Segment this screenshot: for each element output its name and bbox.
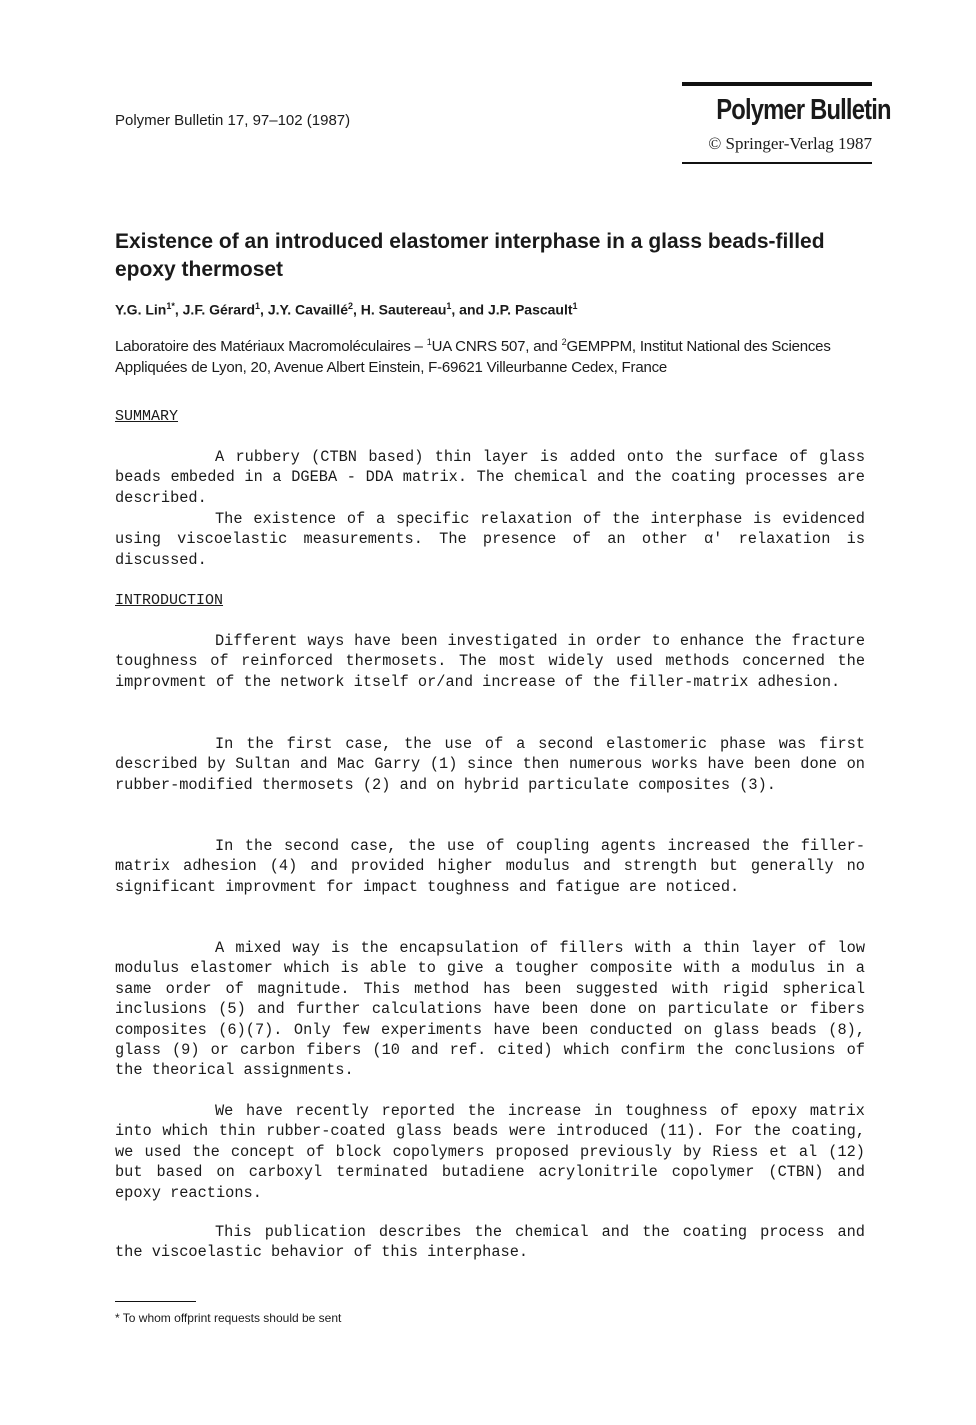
- summary-heading: SUMMARY: [115, 408, 179, 425]
- introduction-paragraph: A mixed way is the encapsulation of fillers with a thin layer of low modulus elastomer which is able to give a tougher composite with a modulus in a same order of magnitude. This method has been suggested with rigid spherical inclusions (5) and further calculations have been done on particulate or fibers composites (6)(7). Only few experiments have been conducted on glass beads (8), glass (9) or carbon fibers (10 and ref. cited) which confirm the conclusions of the theorical assignments.: [115, 939, 865, 1080]
- journal-name: Polymer Bulletin: [716, 94, 891, 126]
- logo-top-rule: [682, 82, 872, 86]
- introduction-heading: INTRODUCTION: [115, 592, 224, 609]
- summary-paragraph: A rubbery (CTBN based) thin layer is added onto the surface of glass beads embeded in a DGEBA - DDA matrix. The chemical and the coating processes are described.: [115, 448, 865, 507]
- author-name: J.P. Pascault: [487, 301, 573, 318]
- logo-bottom-rule: [682, 162, 872, 164]
- author-name: H. Sautereau: [360, 301, 447, 318]
- author-name: J.F. Gérard: [182, 301, 256, 318]
- introduction-paragraph: This publication describes the chemical and the coating process and the viscoelastic behavior of this interphase.: [115, 1223, 865, 1262]
- affiliation-text: GEMPPM, Institut National des Sciences Appliquées de Lyon, 20, Avenue Albert Einstein, F-69621 Villeurbanne Cedex, France: [115, 338, 831, 376]
- introduction-paragraph: Different ways have been investigated in order to enhance the fracture toughness of reinforced thermosets. The most widely used methods concerned the improvment of the network itself or/and increase of the filler-matrix adhesion.: [115, 632, 865, 691]
- affiliation: [115, 332, 875, 378]
- author-affiliation-mark: 1: [572, 301, 578, 311]
- publisher-line: © Springer-Verlag 1987: [708, 134, 872, 153]
- author-list: Y.G. Lin$^{1*}$, J.F. Gérard$^1$, J.Y. Cavaillé$^2$, H. Sautereau$^1$, and J.P. Pascault$^1$: [115, 301, 578, 318]
- author-affiliation-mark: 1*: [166, 301, 175, 311]
- introduction-paragraph: We have recently reported the increase in toughness of epoxy matrix into which thin rubber-coated glass beads were introduced (11). For the coating, we used the concept of block copolymers proposed previously by Riess et al (12) but based on carboxyl terminated butadiene acrylonitrile copolymer (CTBN) and epoxy reactions.: [115, 1102, 865, 1202]
- introduction-paragraph: In the second case, the use of coupling agents increased the filler-matrix adhesion (4) and provided higher modulus and strength but generally no significant improvment for impact toughness and fatigue are noticed.: [115, 837, 865, 896]
- affiliation-mark: 2: [561, 337, 567, 347]
- author-affiliation-mark: 1: [446, 301, 452, 311]
- affiliation-text: Laboratoire des Matériaux Macromoléculaires –: [115, 338, 427, 355]
- author-name: J.Y. Cavaillé: [267, 301, 348, 318]
- footnote-rule: [115, 1301, 196, 1302]
- author-name: Y.G. Lin: [115, 301, 167, 318]
- journal-citation: Polymer Bulletin 17, 97–102 (1987): [115, 112, 351, 129]
- paper-title: Existence of an introduced elastomer interphase in a glass beads-filled epoxy thermoset: [115, 230, 825, 281]
- summary-paragraph: The existence of a specific relaxation of the interphase is evidenced using viscoelastic measurements. The presence of an other α' relaxation is discussed.: [115, 510, 865, 569]
- introduction-paragraph: In the first case, the use of a second elastomeric phase was first described by Sultan and Mac Garry (1) since then numerous works have been done on rubber-modified thermosets (2) and on hybrid particulate composites (3).: [115, 735, 865, 794]
- journal-logo-block: [682, 82, 891, 164]
- author-affiliation-mark: 1: [255, 301, 261, 311]
- author-affiliation-mark: 2: [347, 301, 353, 311]
- affiliation-mark: 1: [426, 337, 432, 347]
- affiliation-text: UA CNRS 507, and: [431, 338, 562, 355]
- footnote: * To whom offprint requests should be sent: [115, 1311, 342, 1325]
